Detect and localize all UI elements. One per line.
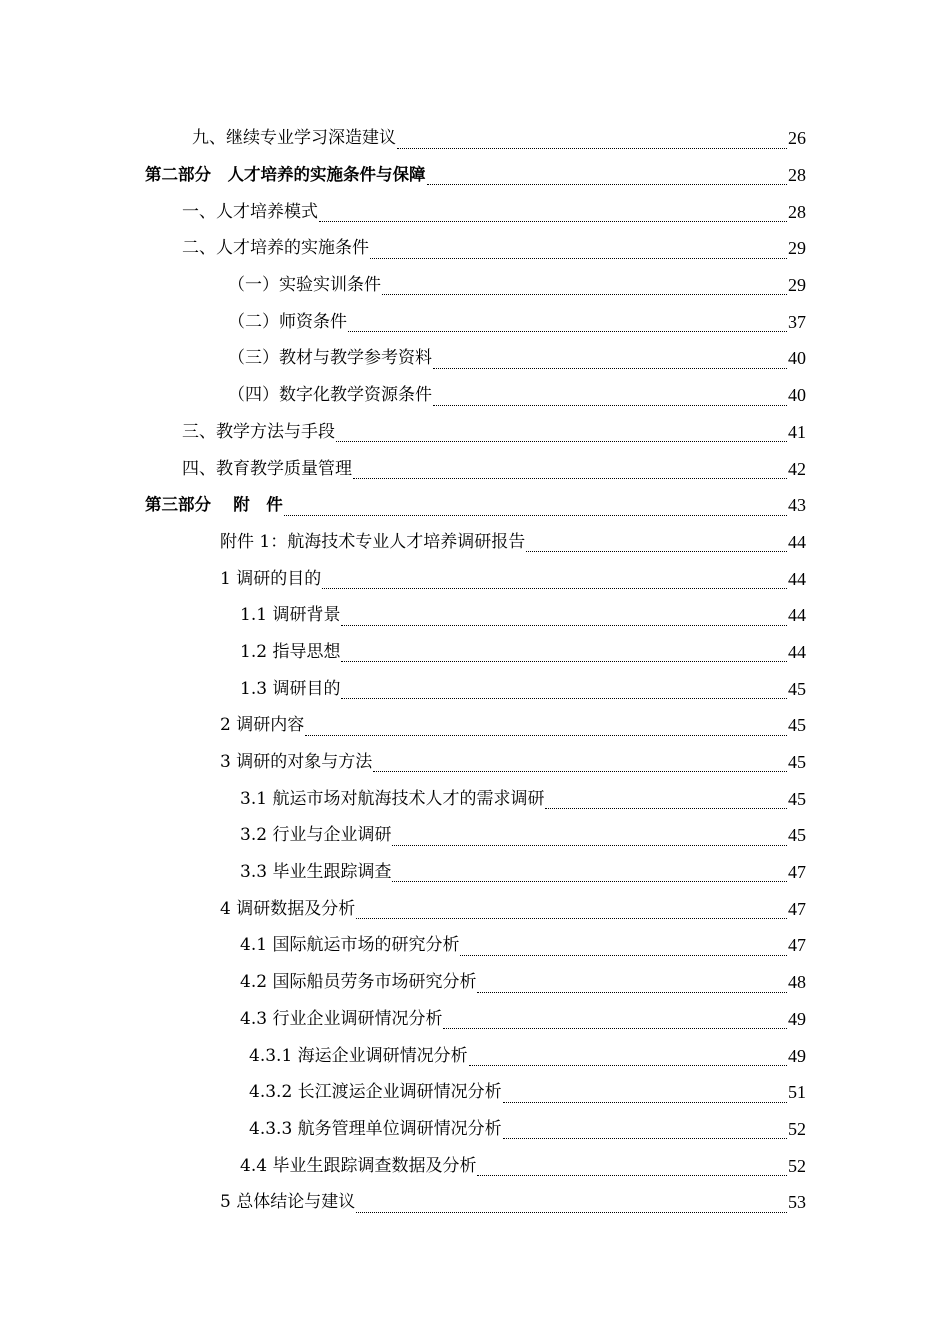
toc-entry[interactable]	[0, 854, 950, 891]
toc-entry[interactable]	[0, 927, 950, 964]
toc-entry[interactable]	[0, 414, 950, 451]
toc-entry-page-number: 49	[788, 1008, 806, 1029]
toc-entry[interactable]	[0, 230, 950, 267]
toc-entry[interactable]	[0, 964, 950, 1001]
toc-entry-page-number: 47	[788, 935, 806, 956]
toc-entry[interactable]	[0, 1147, 950, 1184]
toc-entry-page-number: 51	[788, 1082, 806, 1103]
toc-dot-leader	[433, 354, 787, 369]
toc-entry-page-number: 41	[788, 421, 806, 442]
toc-entry[interactable]	[0, 487, 950, 524]
toc-entry-page-number: 48	[788, 972, 806, 993]
toc-entry-page-number: 40	[788, 348, 806, 369]
toc-entry[interactable]	[0, 157, 950, 194]
toc-entry-page-number: 44	[788, 641, 806, 662]
toc-entry[interactable]	[0, 303, 950, 340]
toc-entry-page-number: 45	[788, 752, 806, 773]
toc-entry-label: 4.3 行业企业调研情况分析	[240, 1008, 443, 1029]
toc-entry-label: （一）实验实训条件	[228, 275, 381, 296]
toc-entry-page-number: 26	[788, 128, 806, 149]
toc-entry-page-number: 52	[788, 1118, 806, 1139]
toc-dot-leader	[341, 611, 787, 626]
toc-entry[interactable]	[0, 1001, 950, 1038]
toc-entry[interactable]	[0, 744, 950, 781]
toc-entry-label: 4.1 国际航运市场的研究分析	[240, 935, 460, 956]
toc-entry-label: （二）师资条件	[228, 311, 347, 332]
toc-entry[interactable]	[0, 267, 950, 304]
toc-entry-label: 2 调研内容	[220, 715, 305, 736]
toc-entry[interactable]	[0, 1111, 950, 1148]
toc-dot-leader	[460, 941, 787, 956]
toc-entry[interactable]	[0, 597, 950, 634]
toc-entry-page-number: 29	[788, 238, 806, 259]
toc-dot-leader	[397, 134, 787, 149]
toc-entry-page-number: 45	[788, 825, 806, 846]
toc-dot-leader	[545, 794, 787, 809]
toc-entry-label: 4 调研数据及分析	[220, 898, 356, 919]
toc-dot-leader	[477, 1161, 787, 1176]
toc-entry-label: 1 调研的目的	[220, 568, 322, 589]
toc-entry-page-number: 28	[788, 165, 806, 186]
toc-entry-label: 四、教育教学质量管理	[182, 458, 352, 479]
toc-entry[interactable]	[0, 1037, 950, 1074]
toc-entry-label: 4.3.1 海运企业调研情况分析	[249, 1045, 468, 1066]
toc-dot-leader	[353, 464, 787, 479]
toc-entry-page-number: 44	[788, 568, 806, 589]
toc-dot-leader	[341, 684, 787, 699]
toc-dot-leader	[305, 721, 787, 736]
toc-entry-label: 附件 1：航海技术专业人才培养调研报告	[220, 531, 526, 552]
toc-dot-leader	[392, 831, 787, 846]
toc-entry[interactable]	[0, 707, 950, 744]
toc-entry[interactable]	[0, 340, 950, 377]
toc-entry-label: 4.3.3 航务管理单位调研情况分析	[249, 1118, 502, 1139]
toc-entry-page-number: 28	[788, 201, 806, 222]
toc-dot-leader	[319, 207, 787, 222]
toc-entry-page-number: 45	[788, 678, 806, 699]
toc-entry[interactable]	[0, 670, 950, 707]
toc-entry-page-number: 40	[788, 385, 806, 406]
toc-dot-leader	[341, 647, 787, 662]
toc-entry[interactable]	[0, 377, 950, 414]
toc-dot-leader	[526, 537, 787, 552]
toc-dot-leader	[373, 757, 787, 772]
toc-dot-leader	[503, 1088, 787, 1103]
toc-entry-label: 3.1 航运市场对航海技术人才的需求调研	[240, 788, 545, 809]
toc-entry[interactable]	[0, 450, 950, 487]
toc-entry-page-number: 53	[788, 1192, 806, 1213]
toc-entry-label: 3.3 毕业生跟踪调查	[240, 862, 392, 883]
toc-entry[interactable]	[0, 1184, 950, 1221]
toc-dot-leader	[336, 427, 787, 442]
toc-dot-leader	[477, 978, 787, 993]
toc-entry-label: 4.2 国际船员劳务市场研究分析	[240, 972, 477, 993]
toc-entry[interactable]	[0, 560, 950, 597]
toc-entry[interactable]	[0, 780, 950, 817]
toc-entry-page-number: 49	[788, 1045, 806, 1066]
toc-entry-page-number: 29	[788, 275, 806, 296]
toc-entry-label: 三、教学方法与手段	[182, 421, 335, 442]
toc-dot-leader	[392, 867, 787, 882]
toc-entry-label: 第二部分 人才培养的实施条件与保障	[145, 165, 426, 185]
toc-entry-page-number: 42	[788, 458, 806, 479]
toc-entry-label: 5 总体结论与建议	[220, 1192, 356, 1213]
toc-dot-leader	[356, 1198, 787, 1213]
toc-entry-page-number: 44	[788, 531, 806, 552]
toc-dot-leader	[382, 280, 787, 295]
toc-entry[interactable]	[0, 817, 950, 854]
toc-dot-leader	[284, 501, 787, 516]
toc-entry-label: （四）数字化教学资源条件	[228, 385, 432, 406]
toc-dot-leader	[348, 317, 787, 332]
toc-entry[interactable]	[0, 120, 950, 157]
toc-entry-label: （三）教材与教学参考资料	[228, 348, 432, 369]
toc-entry-page-number: 52	[788, 1155, 806, 1176]
toc-entry-label: 第三部分 附 件	[145, 495, 283, 515]
toc-entry-page-number: 47	[788, 898, 806, 919]
toc-entry-label: 1.1 调研背景	[240, 605, 341, 626]
toc-dot-leader	[370, 244, 787, 259]
toc-entry-page-number: 45	[788, 715, 806, 736]
toc-entry-label: 3 调研的对象与方法	[220, 752, 373, 773]
toc-entry-label: 一、人才培养模式	[182, 201, 318, 222]
toc-entry-page-number: 44	[788, 605, 806, 626]
toc-entry-label: 3.2 行业与企业调研	[240, 825, 392, 846]
toc-entry-page-number: 47	[788, 862, 806, 883]
toc-entry-page-number: 37	[788, 311, 806, 332]
toc-entry-page-number: 43	[788, 495, 806, 516]
toc-entry[interactable]	[0, 1074, 950, 1111]
toc-entry-label: 1.2 指导思想	[240, 641, 341, 662]
toc-dot-leader	[356, 904, 787, 919]
toc-entry-label: 1.3 调研目的	[240, 678, 341, 699]
toc-entry-label: 九、继续专业学习深造建议	[192, 128, 396, 149]
toc-entry-label: 二、人才培养的实施条件	[182, 238, 369, 259]
toc-dot-leader	[443, 1014, 787, 1029]
toc-dot-leader	[322, 574, 787, 589]
toc-dot-leader	[503, 1124, 787, 1139]
toc-entry[interactable]	[0, 890, 950, 927]
toc-entry[interactable]	[0, 524, 950, 561]
toc-dot-leader	[469, 1051, 787, 1066]
toc-dot-leader	[427, 170, 788, 185]
toc-dot-leader	[433, 391, 787, 406]
toc-entry[interactable]	[0, 634, 950, 671]
toc-entry[interactable]	[0, 193, 950, 230]
toc-entry-page-number: 45	[788, 788, 806, 809]
toc-entry-label: 4.4 毕业生跟踪调查数据及分析	[240, 1155, 477, 1176]
toc-entry-label: 4.3.2 长江渡运企业调研情况分析	[249, 1082, 502, 1103]
table-of-contents	[0, 120, 950, 1221]
